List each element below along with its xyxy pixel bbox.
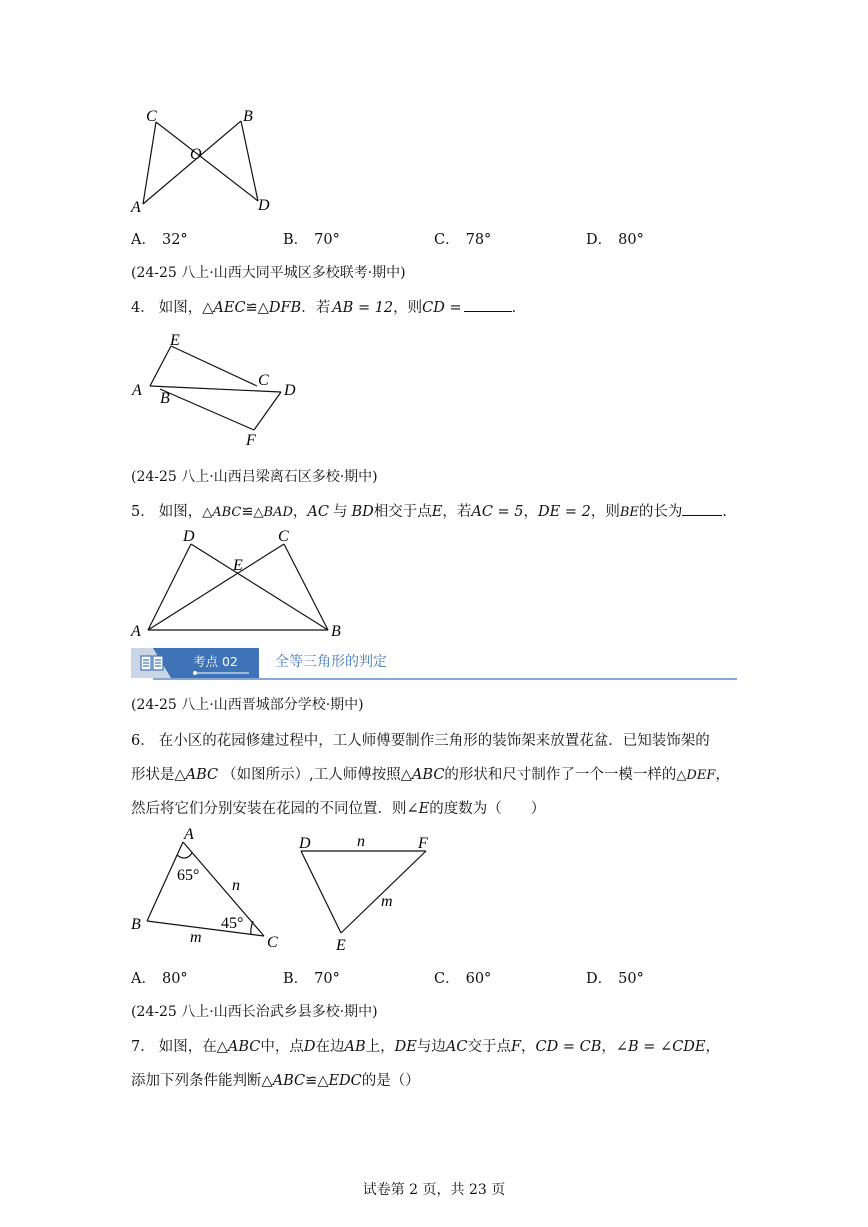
section-tag: 考点 02 bbox=[193, 654, 238, 669]
q6-segment-bc bbox=[147, 921, 264, 936]
q5-label-c: C bbox=[278, 528, 289, 545]
q6-line1: 6． 在小区的花园修建过程中，工人师傅要制作三角形的装饰架来放置花盆．已知装饰架的 bbox=[131, 733, 710, 749]
q3-option-c[interactable]: C． 78° bbox=[434, 232, 492, 248]
page-footer: 试卷第 2 页，共 23 页 bbox=[362, 1182, 506, 1198]
q7-line1: 7． 如图，在△ABC中，点D在边AB上，DE与边AC交于点F，CD = CB，∠B = ∠CDE， bbox=[131, 1039, 721, 1055]
q4-question: 4． 如图，△AEC≌△DFB．若 AB = 12，则CD = ． bbox=[131, 300, 527, 316]
q3-option-b[interactable]: B． 70° bbox=[283, 232, 340, 248]
q5-label-e: E bbox=[233, 557, 243, 574]
q3-option-d[interactable]: D． 80° bbox=[586, 232, 644, 248]
q4-source: (24-25 八上·山西大同平城区多校联考·期中) bbox=[131, 265, 406, 281]
q6-angle-c-value: 45° bbox=[221, 915, 244, 932]
q6-option-c[interactable]: C． 60° bbox=[434, 971, 492, 987]
q6-segment-ab bbox=[147, 842, 183, 921]
q5-answer-blank[interactable] bbox=[682, 503, 722, 516]
q4-label-a: A bbox=[132, 382, 142, 399]
q5-segment-db bbox=[191, 544, 328, 630]
q3-option-a[interactable]: A． 32° bbox=[131, 232, 188, 248]
q6-segment-de bbox=[301, 851, 341, 933]
section-title: 全等三角形的判定 bbox=[275, 654, 387, 670]
q6-segment-ef bbox=[341, 851, 426, 933]
q6-label-b: B bbox=[131, 916, 141, 933]
q3-segment-bd bbox=[241, 121, 258, 201]
q5-segment-cb bbox=[284, 544, 328, 630]
q4-segment-ad bbox=[150, 386, 281, 392]
q3-label-c: C bbox=[146, 108, 157, 125]
q6-line2: 形状是△ABC （如图所示）,工人师傅按照△ABC的形状和尺寸制作了一个一模一样的△DEF， bbox=[131, 767, 730, 783]
q6-label-a: A bbox=[184, 826, 194, 843]
q6-source: (24-25 八上·山西晋城部分学校·期中) bbox=[131, 697, 364, 713]
section-banner bbox=[131, 646, 737, 680]
q6-angle-a-value: 65° bbox=[177, 867, 200, 884]
q5-label-b: B bbox=[331, 623, 341, 640]
q4-label-b: B bbox=[160, 390, 170, 407]
q5-question: 5． 如图，△ABC≌△BAD，AC 与 BD相交于点E，若AC = 5，DE = 2，则BE的长为 ． bbox=[131, 504, 737, 520]
q4-segment-fd bbox=[254, 392, 281, 430]
q5-label-a: A bbox=[131, 623, 141, 640]
q4-segment-ec bbox=[171, 346, 257, 386]
q5-source: (24-25 八上·山西吕梁离石区多校·期中) bbox=[131, 469, 378, 485]
q6-label-c: C bbox=[267, 934, 278, 951]
q6-line3: 然后将它们分别安装在花园的不同位置．则∠E的度数为（ ） bbox=[131, 801, 546, 817]
q6-angle-arc-c bbox=[251, 921, 253, 934]
q4-segment-bf bbox=[160, 389, 254, 430]
q6-option-b[interactable]: B． 70° bbox=[283, 971, 340, 987]
q6-label-m2: m bbox=[381, 893, 393, 910]
q5-label-d: D bbox=[183, 528, 195, 545]
q4-answer-blank[interactable] bbox=[464, 299, 512, 312]
q6-label-f: F bbox=[418, 835, 428, 852]
q6-label-n2: n bbox=[357, 833, 365, 850]
q4-label-f: F bbox=[246, 432, 256, 449]
q5-segment-ad bbox=[148, 544, 191, 630]
q3-label-o: O bbox=[190, 146, 202, 163]
q6-segment-ac bbox=[183, 842, 264, 936]
q6-option-d[interactable]: D． 50° bbox=[586, 971, 644, 987]
q7-line2: 添加下列条件能判断△ABC≌△EDC的是（） bbox=[131, 1073, 420, 1089]
q6-label-n1: n bbox=[232, 877, 240, 894]
q3-label-b: B bbox=[243, 108, 253, 125]
q5-segment-ac bbox=[148, 544, 284, 630]
q6-label-m1: m bbox=[190, 929, 202, 946]
q6-angle-arc-a bbox=[177, 853, 192, 858]
q6-label-d: D bbox=[299, 835, 311, 852]
q7-source: (24-25 八上·山西长治武乡县多校·期中) bbox=[131, 1004, 378, 1020]
q4-label-e: E bbox=[170, 332, 180, 349]
q3-segment-cd bbox=[156, 122, 258, 201]
q4-label-d: D bbox=[284, 382, 296, 399]
q6-label-e: E bbox=[336, 937, 346, 954]
q3-segment-ab bbox=[143, 121, 241, 204]
q3-label-a: A bbox=[131, 199, 141, 216]
q4-segment-ae bbox=[150, 346, 171, 386]
q4-label-c: C bbox=[258, 372, 269, 389]
q6-option-a[interactable]: A． 80° bbox=[131, 971, 188, 987]
q3-label-d: D bbox=[258, 197, 270, 214]
q3-segment-ca bbox=[143, 122, 156, 204]
